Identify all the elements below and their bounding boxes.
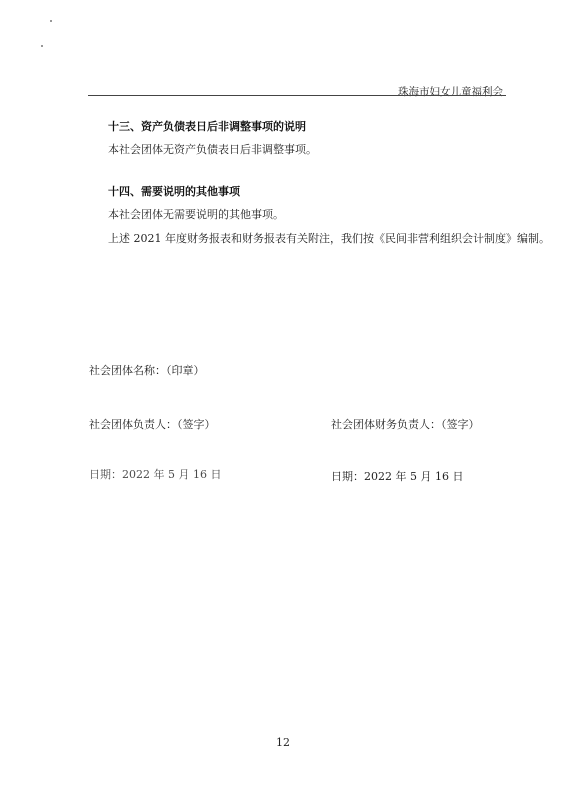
section-14-heading: 十四、需要说明的其他事项 xyxy=(108,185,240,198)
header-rule xyxy=(88,95,506,96)
section-14-statement: 上述 2021 年度财务报表和财务报表有关附注，我们按《民间非营利组织会计制度》编制。 xyxy=(108,232,550,245)
date-right: 日期：2022 年 5 月 16 日 xyxy=(331,470,464,483)
page-number: 12 xyxy=(276,736,290,749)
finance-person-signature-label: 社会团体财务负责人：（签字） xyxy=(331,418,480,431)
scan-speck xyxy=(50,20,52,22)
scan-speck xyxy=(41,45,43,47)
section-13-paragraph: 本社会团体无资产负债表日后非调整事项。 xyxy=(108,143,317,156)
section-14-paragraph: 本社会团体无需要说明的其他事项。 xyxy=(108,208,284,221)
org-name-seal-label: 社会团体名称：（印章） xyxy=(89,364,205,377)
responsible-person-signature-label: 社会团体负责人：（签字） xyxy=(89,418,216,431)
section-13-heading: 十三、资产负债表日后非调整事项的说明 xyxy=(108,120,306,133)
header-organization: 珠海市妇女儿童福利会 xyxy=(398,86,503,98)
date-left: 日期：2022 年 5 月 16 日 xyxy=(89,468,222,481)
